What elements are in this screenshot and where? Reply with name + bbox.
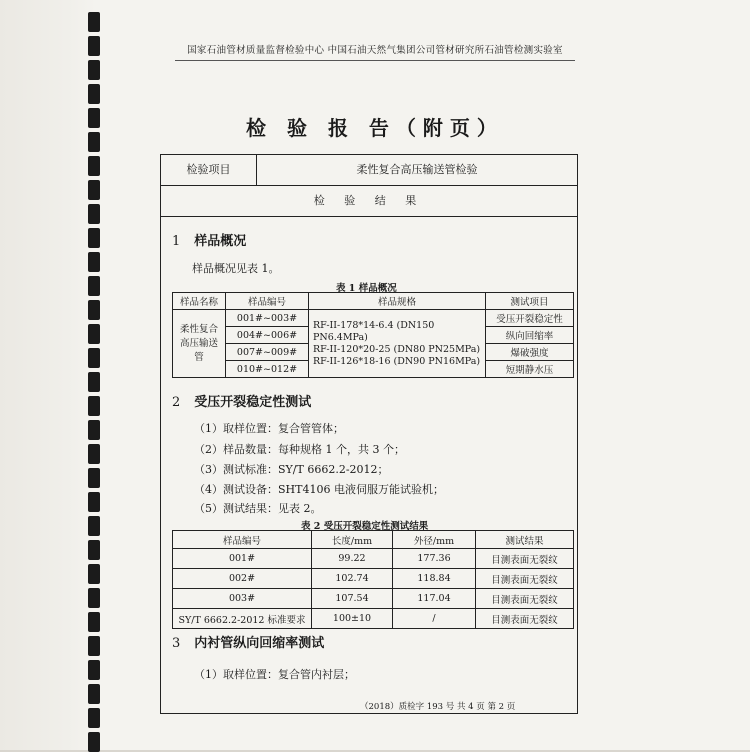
binding-ring [88,156,100,176]
table-header-row [173,293,574,310]
table-cell: 目测表面无裂纹 [476,589,574,609]
table-header-cell: 外径/mm [393,531,476,549]
binding-ring [88,636,100,656]
list-item: （4）测试设备：SHT4106 电液伺服万能试验机； [194,483,444,496]
page-footer: （2018）质检字 193 号 共 4 页 第 2 页 [360,702,516,712]
scan-margin [0,0,96,750]
header-divider [175,60,575,61]
sample-spec-cell [309,310,486,378]
table-row [173,609,574,629]
binding-ring [88,564,100,584]
table-row [173,310,574,327]
binding-ring [88,228,100,248]
binding-ring [88,660,100,680]
table-2 [172,530,574,629]
inspection-item-value: 柔性复合高压输送管检验 [356,163,478,176]
binding-ring [88,12,100,32]
table-cell: / [393,609,476,629]
binding-ring [88,708,100,728]
test-item-cell: 受压开裂稳定性 [486,310,574,327]
list-item: （5）测试结果：见表 2。 [194,502,322,515]
table-header-cell: 长度/mm [312,531,393,549]
binding-ring [88,396,100,416]
spec-line: RF-II-126*18-16 (DN90 PN16MPa) [313,355,481,367]
table-row [173,549,574,569]
binding-ring [88,444,100,464]
table-header-row [173,531,574,549]
list-item: （1）取样位置：复合管内衬层； [194,668,355,681]
results-heading: 检 验 结 果 [161,186,577,217]
binding-ring [88,132,100,152]
section-1-heading [172,230,246,249]
list-item: （3）测试标准：SY/T 6662.2-2012； [194,463,389,476]
page-header: 国家石油管材质量监督检验中心 中国石油天然气集团公司管材研究所石油管检测实验室 [187,45,563,56]
table-1-caption: 表 1 样品概况 [336,283,397,294]
sample-id-cell: 001#~003# [226,310,309,327]
table-header-cell: 测试项目 [486,293,574,310]
binding-ring [88,612,100,632]
section-3-heading [172,632,324,651]
table-cell: SY/T 6662.2-2012 标准要求 [173,609,312,629]
table-cell: 目测表面无裂纹 [476,549,574,569]
table-cell: 003# [173,589,312,609]
binding-ring [88,204,100,224]
table-cell: 99.22 [312,549,393,569]
binding-ring [88,108,100,128]
test-item-cell: 纵向回缩率 [486,327,574,344]
binding-ring [88,516,100,536]
section-1-number: 1 [172,234,181,249]
list-item: （1）取样位置：复合管管体； [194,422,344,435]
section-1-title: 样品概况 [194,234,247,249]
binding-ring [88,300,100,320]
table-cell: 100±10 [312,609,393,629]
binding-ring [88,588,100,608]
report-title: 检 验 报 告（附页） [246,116,504,140]
table-header-cell: 样品编号 [226,293,309,310]
table-cell: 117.04 [393,589,476,609]
binding-ring [88,540,100,560]
table-cell: 001# [173,549,312,569]
table-row [173,589,574,609]
table-row [173,569,574,589]
binding-ring [88,324,100,344]
binding-ring [88,372,100,392]
table-cell: 177.36 [393,549,476,569]
section-3-number: 3 [172,636,181,651]
table-2-caption: 表 2 受压开裂稳定性测试结果 [301,521,429,532]
section-2-number: 2 [172,395,181,410]
table-1 [172,292,574,378]
binding-ring [88,420,100,440]
binding-ring [88,684,100,704]
section-2-title: 受压开裂稳定性测试 [194,395,312,410]
sample-id-cell: 010#~012# [226,361,309,378]
spiral-binding [88,0,104,750]
binding-ring [88,732,100,752]
table-cell: 107.54 [312,589,393,609]
inspection-item-label: 检验项目 [161,155,257,185]
binding-ring [88,348,100,368]
test-item-cell: 爆破强度 [486,344,574,361]
table-header-cell: 样品编号 [173,531,312,549]
table-header-cell: 测试结果 [476,531,574,549]
inspection-item-row [161,155,577,186]
binding-ring [88,60,100,80]
sample-id-cell: 007#~009# [226,344,309,361]
spec-line: RF-II-178*14-6.4 (DN150 PN6.4MPa) [313,319,435,343]
binding-ring [88,468,100,488]
table-header-cell: 样品规格 [309,293,486,310]
binding-ring [88,180,100,200]
table-cell: 102.74 [312,569,393,589]
list-item: （2）样品数量：每种规格 1 个，共 3 个； [194,443,405,456]
table-cell: 目测表面无裂纹 [476,609,574,629]
sample-id-cell: 004#~006# [226,327,309,344]
test-item-cell: 短期静水压 [486,361,574,378]
table-cell: 002# [173,569,312,589]
binding-ring [88,36,100,56]
binding-ring [88,276,100,296]
table-cell: 118.84 [393,569,476,589]
table-cell: 目测表面无裂纹 [476,569,574,589]
section-3-title: 内衬管纵向回缩率测试 [194,636,325,651]
spec-line: RF-II-120*20-25 (DN80 PN25MPa) [313,343,481,355]
binding-ring [88,252,100,272]
binding-ring [88,492,100,512]
section-1-intro: 样品概况见表 1。 [192,262,280,275]
sample-name-cell: 柔性复合高压输送管 [173,310,226,378]
section-2-heading [172,391,311,410]
binding-ring [88,84,100,104]
table-header-cell: 样品名称 [173,293,226,310]
